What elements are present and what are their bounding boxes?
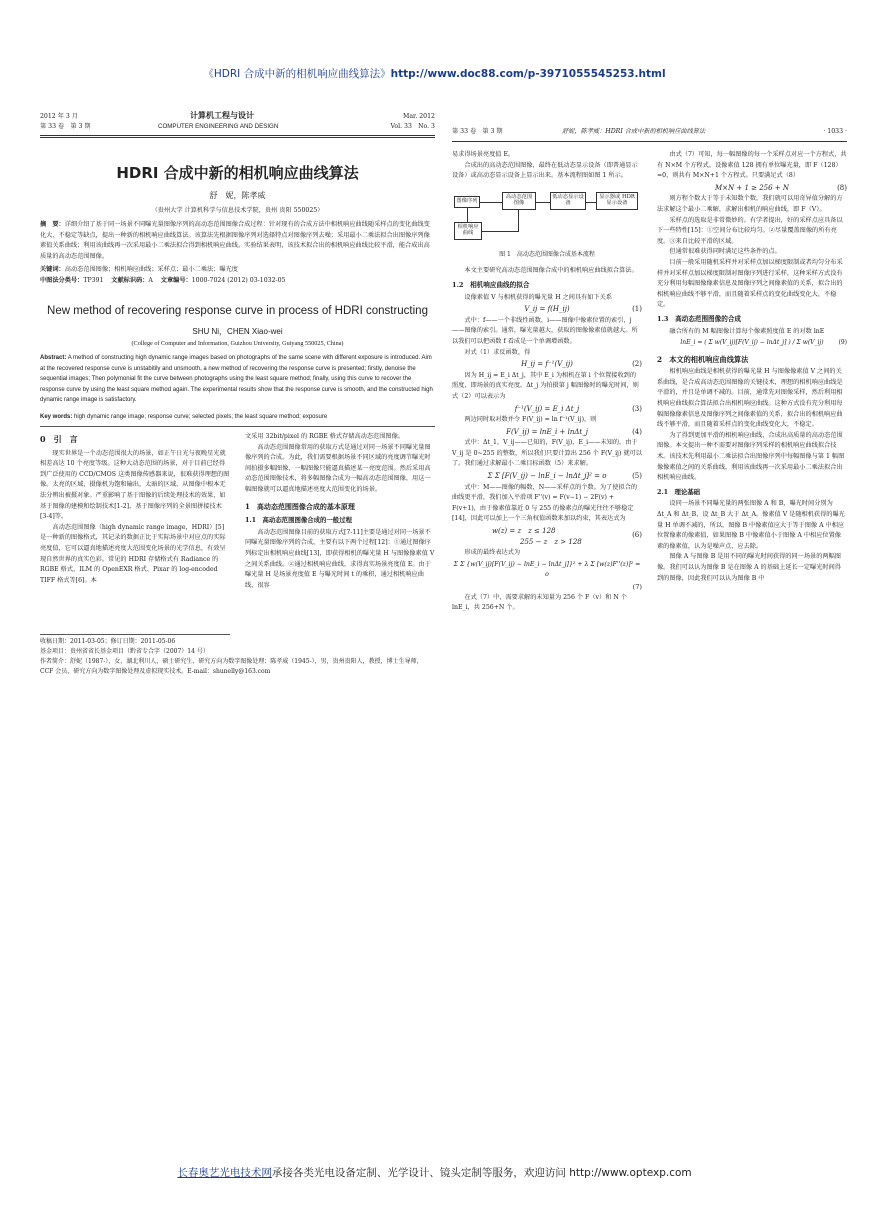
keywords-label-en: Key words:	[40, 414, 73, 420]
equation-8-body: M×N + 1 ≥ 256 + N	[714, 183, 790, 192]
flow-box-display-device: 显示器或 HDR 显示设备	[596, 192, 638, 210]
equation-7	[452, 560, 642, 581]
left-page-header	[40, 112, 435, 134]
classification-line	[40, 276, 435, 287]
paper-title-cn: HDRI 合成中新的相机响应曲线算法	[116, 164, 359, 182]
authors-cn: 舒 妮，陈孝威	[209, 191, 266, 200]
section-1-2-paragraph-4: 因为 H_ij = E_i Δt_j，其中 E_i 为相机在第 i 个位置接收到的照度，即场景的真实亮度。Δt_j 为拍摄第 j 幅图像时的曝光时间，则式（2）可以表示为	[452, 371, 639, 400]
keywords-label-cn: 关键词：	[40, 266, 65, 273]
equation-4-number: (4)	[632, 427, 642, 436]
footer-text: 承接各类光电设备定制、光学设计、镜头定制等服务，欢迎访问 http://www.optexp.com	[271, 1167, 692, 1179]
equation-6	[452, 526, 642, 547]
section-2-paragraph-1: 相机响应曲线是相机获得的曝光量 H 与图像像素值 V 之间的关系曲线，是合成高动态范围图像的关键技术，理想的相机响应曲线是平滑的，并且是单调不减的。目前，通常先对图像采样，然后利用相机响应曲线拟合算法拟合出相机响应曲线。这种方式没有充分利用每幅图像像素信息及图像序列之间像素值的关系，拟合出的相机响应曲线不够平滑，而且随着采样点的变化曲线变化大，不稳定。	[657, 368, 843, 429]
section-2-paragraph-2: 为了得到更加平滑的相机响应曲线，合成出高质量的高动态范围图像。本文提出一种不需要对图像序列采样的相机响应曲线拟合技术。该技术先利用最小二乘法拟合出图像序列中每幅图像与第 1 幅图像像素值之间的关系曲线，利用该曲线再一次采用最小二乘法拟合出相机响应曲线。	[657, 431, 845, 482]
flow-box-hdr-image: 高动态范围图像	[502, 192, 536, 210]
section-2-1-paragraph-2: 图像 A 与图像 B 是用不同的曝光时间获得的同一场景的两幅图像。我们可以认为图像 B 是在图像 A 的基础上延长一定曝光时间得到的图像，因此我们可以认为图像 B 中	[657, 553, 841, 582]
header-rule	[40, 135, 435, 138]
affiliation-cn: （贵州大学 计算机科学与信息技术学院，贵州 贵阳 550025）	[151, 207, 324, 214]
equation-2	[452, 359, 642, 370]
right-paragraph-top-2: 合成出的高动态范围图像，最终在低动态显示设备（即普通显示设备）或高动态显示设备上显示出来。基本流程图如图 1 所示。	[452, 161, 638, 180]
footer-link[interactable]: 长春奥艺光电技术网	[177, 1167, 272, 1179]
footnote-rule	[40, 634, 230, 635]
intro-paragraph-2: 高动态范围图像（high dynamic range image，HDRI）[5]是一种新的图像格式，其记录的数据正比于实际场景中对应点的实际亮度值，它可以逼真地描述亮度大范围变化场景的光学信息，有效呈现自然世界的真实色彩。常见的 HDRI 存储格式有 Radiance 的 RGBE 格式、ILM 的 OpenEXR 格式、Pixar 的 log-encoded TIFF 格式等[6]。本	[40, 523, 226, 584]
footnotes	[40, 637, 435, 677]
flow-connector-right	[482, 231, 519, 232]
header-date-cn: 2012 年 3 月	[40, 113, 78, 120]
right-header-vol: 第 33 卷 第 3 期	[452, 128, 503, 135]
equation-2-body: H_ij = f⁻¹(V_ij)	[521, 360, 573, 369]
abstract-label-cn: 摘 要：	[40, 221, 65, 228]
footnote-fund: 基金项目：贵州省省长基金项目（黔省专合字（2007）14 号）	[40, 648, 209, 655]
section-1-2-paragraph-6: 式中：Δt_1，V_ij——已知的，F(V_ij)，E_i——未知的，由于 V_ij 是 0~255 的整数，所以我们只要计算出 256 个 F(V_ij) 就可以了。我们通过求解最小二乘目标函数（5）来求解。	[452, 439, 642, 468]
right-col2-paragraph-1: 由式（7）可知，每一幅图像的每一个采样点对应一个方程式，共有 N×M 个方程式。设像素值 128 拥有单位曝光量，即 F（128）=0，则共有 M×N+1 个方程式。只要满足式（8）	[657, 151, 847, 180]
header-vol-en: Vol. 33 No. 3	[390, 123, 435, 130]
equation-7-number: (7)	[632, 583, 642, 591]
equation-7-body: Σ Σ {w(V_ij)[F(V_ij) − lnE_i − lnΔt_j]}² + λ Σ [w(z)F''(z)]² = o	[453, 560, 641, 579]
flow-connector-down	[467, 208, 468, 222]
right-column-2	[657, 150, 847, 584]
flow-arrow-2	[536, 202, 550, 203]
footnote-received: 收稿日期：2011-03-05；修订日期：2011-05-06	[40, 638, 176, 645]
section-2-1-heading: 2.1 理论基础	[657, 487, 701, 496]
right-page	[452, 112, 847, 1050]
section-1-1-heading: 1.1 高动态范围图像合成的一般过程	[245, 516, 352, 525]
equation-3	[452, 404, 642, 415]
equation-8	[657, 183, 847, 194]
right-page-header	[452, 127, 847, 139]
equation-5-number: (5)	[632, 472, 642, 481]
keywords-text-cn: 高动态范围图像；相机响应曲线；采样点；最小二乘法；曝光度	[64, 266, 238, 273]
abstract-label-en: Abstract:	[40, 355, 67, 361]
footer-ad	[0, 1165, 869, 1180]
right-col2-paragraph-4: 但通常很难获得同时满足这些条件的点。	[669, 248, 781, 256]
section-1-3-heading: 1.3 高动态范围图像的合成	[657, 314, 742, 323]
right-column-1	[452, 150, 642, 614]
section-1-2-paragraph-7: 式中：M——图像的幅数，N——采样点的个数。为了使拟合的曲线更平滑，我们加入平滑项 F''(v) = F(v−1) − 2F(v) + F(v+1)，由于像素值靠近 0 与 255 的像素点的曝光往往不够稳定[14]，因此可以加上一个三角权值函数来加以约束，其表达式为	[452, 483, 638, 523]
paragraph-after-figure: 本文主要研究高动态范围图像合成中的相机响应曲线拟合算法。	[464, 267, 638, 275]
authors-en: SHU Ni，CHEN Xiao-wei	[192, 327, 283, 336]
clc-label: 中图法分类号：	[40, 277, 84, 284]
right-paragraph-top-1: 易求得场景亮度值 E。	[452, 151, 515, 158]
header-journal-en: COMPUTER ENGINEERING AND DESIGN	[158, 123, 279, 130]
equation-1-number: (1)	[632, 305, 642, 314]
col2-paragraph-1: 文采用 32bit/pixel 的 RGBE 格式存储高动态范围图像。	[245, 433, 404, 440]
clc-value: TP391	[83, 277, 104, 284]
abstract-cn	[40, 220, 435, 262]
section-1-3-paragraph: 融合所有的 M 幅图像计算每个像素照度值 E 的对数 lnE	[669, 327, 825, 335]
equation-4	[452, 427, 642, 438]
abstract-text-cn: 详细介绍了基于同一场景不同曝光量图像序列的高动态范围图像合成过程：针对现有的合成方法中相机响应曲线随采样点的变化曲线变化大、不稳定等缺点，提出一种新的相机响应曲线算法。该算法先根据图像序列对选择特点对图像序列去噪；采用最小二乘法拟合出图像序列像素值关系曲线；利用该曲线再一次采用最小二乘法拟合得到相机响应曲线。实验结果表明，该技术拟合出的相机响应曲线比较平滑，能合成出高质量的高动态范围图像。	[40, 221, 430, 260]
running-title: 舒妮，陈孝威：HDRI 合成中新的相机响应曲线算法	[562, 128, 706, 135]
equation-9	[657, 338, 847, 349]
section-1-2-heading: 1.2 相机响应曲线的拟合	[452, 280, 530, 289]
right-col2-paragraph-3: 采样点的选取是非常微妙的。有学者提出，好的采样点应具备以下一些特性[15]：①空间分布比较均匀。②尽量覆盖图像的所有亮度。③来自比较平滑的区域。	[657, 216, 843, 245]
header-date-en: Mar. 2012	[403, 113, 435, 120]
left-column-2	[245, 432, 435, 591]
right-header-rule	[452, 141, 847, 142]
keywords-cn	[40, 265, 435, 276]
document-link[interactable]	[0, 66, 869, 81]
equation-4-body: F(V_ij) = lnE_i + lnΔt_j	[506, 427, 588, 436]
col2-paragraph-2: 高动态范围图像常用的获取方式是通过对同一场景不同曝光量图像序列的合成。为此，我们需要根据场景不同区域的亮度调节曝光时间拍摄多幅图像，一幅图像只能逼真描述某一亮度范围。然后采用高动态范围图像技术，将多幅图像合成为一幅高动态范围图像，用这一幅图像就可以逼真地描述亮度大范围变化的场景。	[245, 443, 431, 493]
section-2-heading: 2 本文的相机响应曲线算法	[657, 354, 749, 364]
equation-8-number: (8)	[837, 183, 847, 192]
flow-connector-up	[518, 210, 519, 231]
paper-title-en: New method of recovering response curve in process of HDRI constructing	[47, 305, 428, 317]
section-1-2-paragraph-5: 两边同时取对数并令 F(V_ij) = ln f⁻¹(V_ij)，则	[464, 416, 597, 424]
section-1-2-paragraph-1: 设像素值 V 与相机获得的曝光量 H 之间具有如下关系	[464, 293, 613, 301]
intro-heading: 0 引 言	[40, 434, 78, 444]
flow-arrow-1	[480, 202, 502, 203]
right-col2-paragraph-5: 目前一般采用随机采样并对采样点加以梯度限制或者均匀分布采样并对采样点加以梯度限制对图像序列进行采样，这种采样方式没有充分利用每幅图像像素信息及图像序列之间像素值的关系，拟合出的相机响应曲线不够平滑，而且随着采样点的变化曲线变化大，不稳定。	[657, 258, 843, 309]
keywords-en	[40, 412, 435, 423]
equation-3-number: (3)	[632, 404, 642, 413]
abstract-text-en: A method of constructing high dynamic range images based on photographs of the same scene with different exposure is introduced. Aim at the recovered response curve is unstabitily and unsmooth, a new method of recovering the response curve is presented; firstly, denoise the sequential images; Then polymonial fit the curve between photographs using the least square method; finally, using this curve to recover the response curve by using the least square method again. The experimental results show that the response curve is smooth, and the constructed high dynamic range image is satisfactory.	[40, 355, 433, 404]
section-1-2-paragraph-9: 在式（7）中，需要求解的未知量为 256 个 F（v）和 N 个 lnE_i，共 256+N 个。	[452, 593, 627, 612]
section-1-2-paragraph-8: 形成的最终表达式为	[464, 549, 521, 557]
flow-arrow-3	[586, 202, 596, 203]
left-column-1	[40, 434, 230, 586]
affiliation-en: (College of Computer and Information, Guizhou University, Guiyang 550025, China)	[131, 340, 344, 347]
article-no-value: 1000-7024 (2012) 03-1032-05	[191, 277, 286, 284]
flow-box-low-dynamic-display: 低动态显示设备	[550, 192, 586, 210]
page-number: · 1033 ·	[823, 128, 847, 135]
article-no-label: 文章编号：	[160, 277, 192, 284]
right-col2-paragraph-2: 则方程个数大于等于未知数个数，我们就可以用奇异值分解的方法求解这个最小二乘解，求解出相机的响应曲线，即 F（V）。	[657, 195, 843, 213]
header-journal-cn: 计算机工程与设计	[190, 110, 254, 120]
document-url[interactable]: http://www.doc88.com/p-3971055545253.html	[390, 68, 666, 80]
doc-code-label: 文献标识码：	[111, 277, 149, 284]
equation-2-number: (2)	[632, 360, 642, 369]
equation-3-body: f⁻¹(V_ij) = E_i Δt_j	[514, 404, 580, 413]
equation-5	[452, 471, 642, 482]
header-vol-cn: 第 33 卷 第 3 期	[40, 123, 91, 130]
section-1-heading: 1 高动态范围图像合成的基本原理	[245, 501, 355, 511]
abstract-divider	[40, 426, 435, 427]
equation-5-body: Σ Σ [F(V_ij) − lnE_i − lnΔt_j]² = o	[487, 472, 607, 481]
equation-1-body: V_ij = f(H_ij)	[524, 305, 570, 314]
equation-1	[452, 304, 642, 315]
left-page	[40, 112, 435, 1050]
document-title-link[interactable]: 《HDRI 合成中新的相机响应曲线算法》	[203, 68, 391, 80]
section-1-2-paragraph-3: 对式（1）求反函数，得	[464, 348, 531, 356]
equation-6-case-2: 255 − z z > 128	[520, 537, 582, 546]
keywords-text-en: high dynamic range image; response curve; selected pixels; the least square method; exposure	[74, 414, 328, 420]
equation-6-number: (6)	[632, 531, 642, 540]
section-1-1-paragraph: 高动态范围图像目前的获取方式[7-11]主要是通过对同一场景不同曝光量图像序列的合成，主要有以下两个过程[12]：①通过图像序列标定出相机响应曲线[13]，即获得相机的曝光量 H 与图像像素值 V 之间关系曲线。②通过相机响应曲线，求得真实场景亮度值 E。由于曝光量 H 是场景亮度值 E 与曝光时间 t 的乘积，通过相机响应曲线，很容	[245, 528, 435, 589]
equation-9-body: lnE_i = ( Σ w(V_ij)[F(V_ij) − lnΔt_j] ) / Σ w(V_ij)	[680, 339, 824, 347]
abstract-en	[40, 353, 435, 406]
equation-6-case-1: w(z) = z z ≤ 128	[492, 527, 556, 536]
footnote-author: 作者简介：舒妮（1987-），女，湖北利川人，硕士研究生，研究方向为数字图像处理；陈孝威（1945-），男，贵州贵阳人，教授，博士生导师，CCF 会员，研究方向为数字图像处理及虚拟现实技术。E-mail：shunelly@163.com	[40, 658, 423, 675]
doc-code-value: A	[148, 277, 153, 284]
figure-1-caption: 图 1 高动态范围图像合成基本流程	[499, 250, 595, 258]
flow-box-image-sequence: 图像序列	[454, 196, 480, 208]
intro-paragraph-1: 现实世界是一个动态范围很大的场景，如正午日光与夜晚星光就相差高达 10 个亮度等级。这种大动态范围的场景，对于目前已经得到广泛使用的 CCD/CMOS 这类图像传感器来说，很难获得理想的图像。太亮的区域，摄像机为饱和输出，太暗的区域，从图像中根本无法分辨出被摄对象。严重影响了基于图像的后续处理技术的效果，如基于图像的建模和绘制技术[1-2]、基于图像序列的全景图拼接技术[3-4]等。	[40, 449, 230, 521]
flow-box-response-curve: 相机响应曲线	[454, 222, 482, 240]
section-2-1-paragraph-1: 设同一场景不同曝光量的两张图像 A 和 B，曝光时间分别为 Δt_A 和 Δt_B，设 Δt_B 大于 Δt_A。像素值 V 是随相机获得的曝光量 H 单调不减的，所以，图像 B 中像素值应大于等于图像 A 中相应位置像素的像素值，如果图像 B 中像素值小于图像 A 中相应位置像素的像素值，认为是噪声点，应去除。	[657, 500, 845, 550]
section-1-2-paragraph-2: 式中：f——一个非线性函数，i——图像中像素位置的索引，j——图像的索引。通常，曝光量越大，获取的图像像素值就越大。所以我们可以把函数 f 看成是一个单调增函数。	[452, 316, 638, 345]
figure-1-flowchart	[452, 186, 642, 248]
equation-9-number: (9)	[838, 339, 847, 347]
